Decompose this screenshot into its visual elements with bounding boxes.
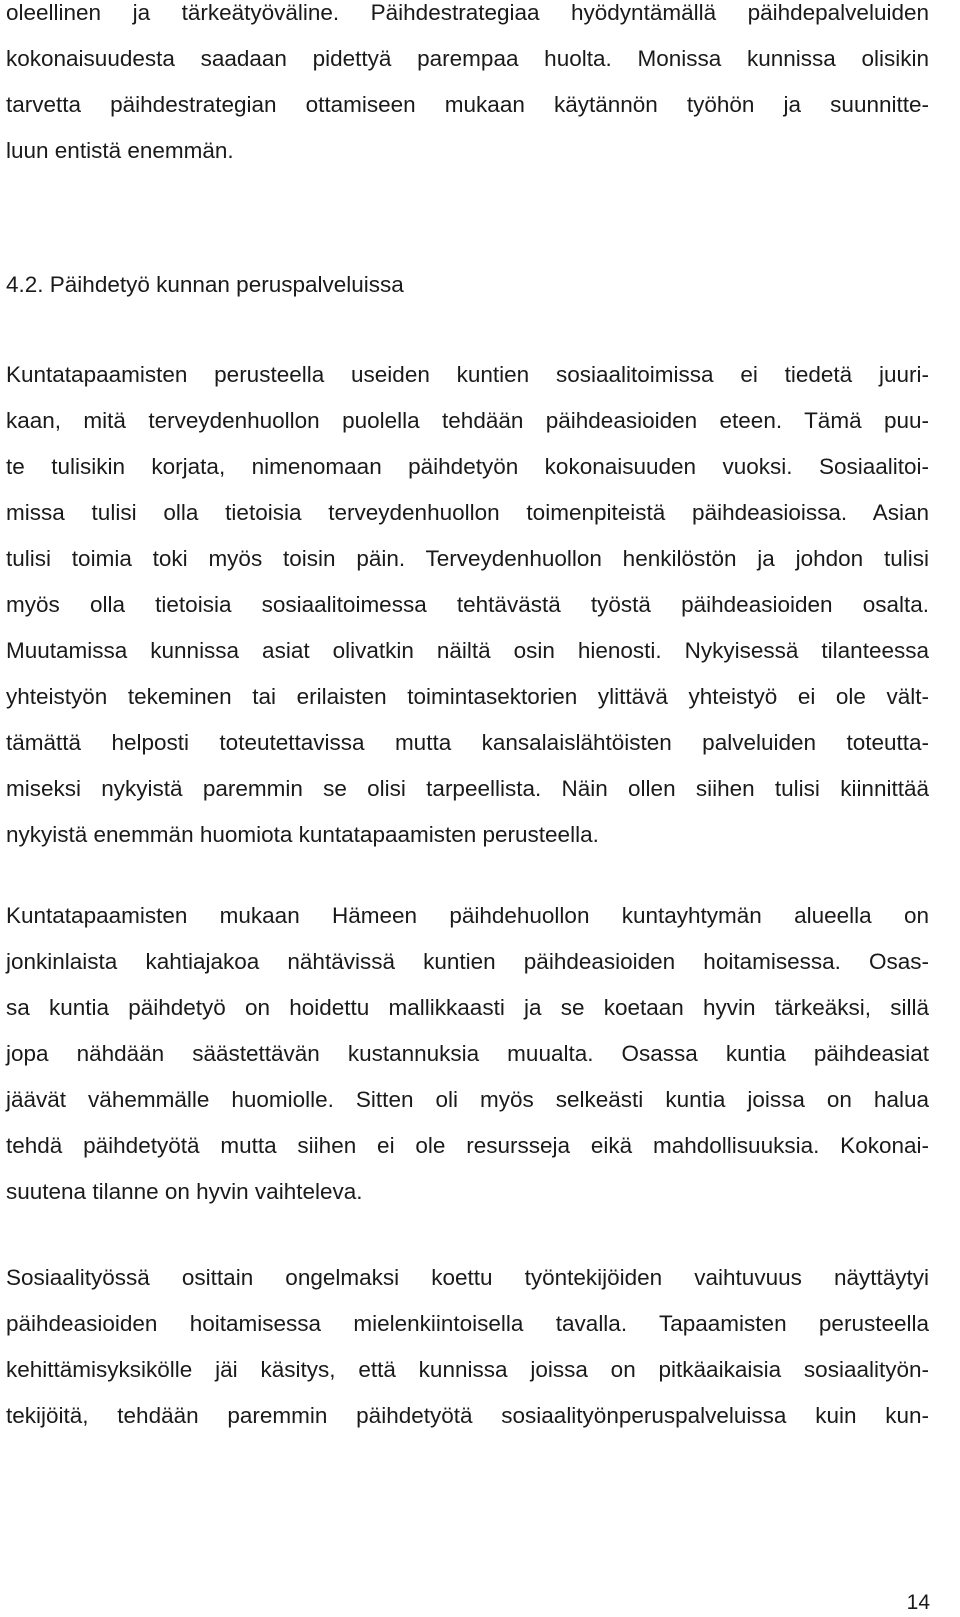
text-line: sa kuntia päihdetyö on hoidettu mallikkaasti ja se koetaan hyvin tärkeäksi, sillä xyxy=(6,995,929,1020)
text-line: te tulisikin korjata, nimenomaan päihdetyön kokonaisuuden vuoksi. Sosiaalitoi- xyxy=(6,454,929,479)
text-line: tämättä helposti toteutettavissa mutta kansalaislähtöisten palveluiden toteutta- xyxy=(6,730,929,755)
text-line: yhteistyön tekeminen tai erilaisten toimintasektorien ylittävä yhteistyö ei ole vält- xyxy=(6,684,929,709)
text-line: päihdeasioiden hoitamisessa mielenkiintoisella tavalla. Tapaamisten perusteella xyxy=(6,1311,929,1336)
text-line: tehdä päihdetyötä mutta siihen ei ole resursseja eikä mahdollisuuksia. Kokonai- xyxy=(6,1133,929,1158)
intro-paragraph xyxy=(6,0,929,174)
text-line: Kuntatapaamisten perusteella useiden kuntien sosiaalitoimissa ei tiedetä juuri- xyxy=(6,362,929,387)
text-line: miseksi nykyistä paremmin se olisi tarpeellista. Näin ollen siihen tulisi kiinnittää xyxy=(6,776,929,801)
text-line: myös olla tietoisia sosiaalitoimessa tehtävästä työstä päihdeasioiden osalta. xyxy=(6,592,929,617)
text-line: jäävät vähemmälle huomiolle. Sitten oli myös selkeästi kuntia joissa on halua xyxy=(6,1087,929,1112)
text-line: Muutamissa kunnissa asiat olivatkin näiltä osin hienosti. Nykyisessä tilanteessa xyxy=(6,638,929,663)
body-paragraph xyxy=(6,893,929,1215)
page-number: 14 xyxy=(906,1591,930,1614)
text-line: luun entistä enemmän. xyxy=(6,138,234,163)
text-line: jonkinlaista kahtiajakoa nähtävissä kuntien päihdeasioiden hoitamisessa. Osas- xyxy=(6,949,929,974)
body-paragraph xyxy=(6,1255,929,1439)
text-line: tulisi toimia toki myös toisin päin. Terveydenhuollon henkilöstön ja johdon tulisi xyxy=(6,546,929,571)
text-line: nykyistä enemmän huomiota kuntatapaamisten perusteella. xyxy=(6,822,599,847)
text-line: oleellinen ja tärkeätyöväline. Päihdestrategiaa hyödyntämällä päihdepalveluiden xyxy=(6,0,929,25)
text-line: kaan, mitä terveydenhuollon puolella tehdään päihdeasioiden eteen. Tämä puu- xyxy=(6,408,929,433)
text-line: missa tulisi olla tietoisia terveydenhuollon toimenpiteistä päihdeasioissa. Asian xyxy=(6,500,929,525)
text-line: tekijöitä, tehdään paremmin päihdetyötä sosiaalityönperuspalveluissa kuin kun- xyxy=(6,1403,929,1428)
text-line: kehittämisyksikölle jäi käsitys, että kunnissa joissa on pitkäaikaisia sosiaalityön- xyxy=(6,1357,929,1382)
section-heading: 4.2. Päihdetyö kunnan peruspalveluissa xyxy=(6,272,404,297)
text-line: kokonaisuudesta saadaan pidettyä parempaa huolta. Monissa kunnissa olisikin xyxy=(6,46,929,71)
text-line: Sosiaalityössä osittain ongelmaksi koettu työntekijöiden vaihtuvuus näyttäytyi xyxy=(6,1265,929,1290)
text-line: tarvetta päihdestrategian ottamiseen mukaan käytännön työhön ja suunnitte- xyxy=(6,92,929,117)
text-line: suutena tilanne on hyvin vaihteleva. xyxy=(6,1179,363,1204)
text-line: jopa nähdään säästettävän kustannuksia muualta. Osassa kuntia päihdeasiat xyxy=(6,1041,929,1066)
text-line: Kuntatapaamisten mukaan Hämeen päihdehuollon kuntayhtymän alueella on xyxy=(6,903,929,928)
body-paragraph xyxy=(6,352,929,858)
